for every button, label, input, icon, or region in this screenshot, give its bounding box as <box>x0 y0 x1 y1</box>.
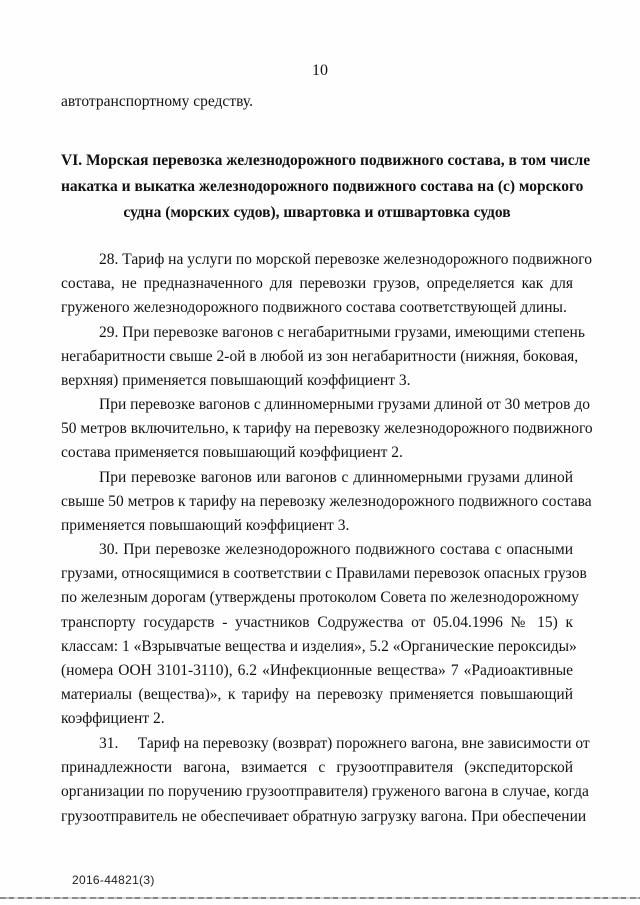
paragraph-29 <box>61 321 585 394</box>
text-line: грузоотправитель не обеспечивает обратную загрузку вагона. При обеспечении <box>61 807 587 825</box>
text-line: 31. Тариф на перевозку (возврат) порожнего вагона, вне зависимости от <box>99 735 590 752</box>
paragraph-long-cargo-over-50 <box>61 466 592 539</box>
text-line: состава, не предназначенного для перевозки грузов, определяется как для <box>61 275 573 293</box>
paragraph-long-cargo-30-50 <box>61 393 593 466</box>
text-line: принадлежности вагона, взимается с грузоотправителя (экспедиторской <box>61 759 573 777</box>
text-line: по железным дорогам (утверждены протоколом Совета по железнодорожному <box>61 589 579 607</box>
heading-line: судна (морских судов), швартовка и отшвартовка судов <box>123 204 511 221</box>
text-line: 30. При перевозке железнодорожного подвижного состава с опасными <box>99 541 573 558</box>
text-line: При перевозке вагонов или вагонов с длинномерными грузами длиной <box>99 469 573 486</box>
document-footer-code: 2016-44821(3) <box>72 873 155 887</box>
text-line: состава применяется повышающий коэффициент 2. <box>61 444 403 462</box>
text-line: 28. Тариф на услуги по морской перевозке железнодорожного подвижного <box>99 251 593 268</box>
text-line: грузами, относящимися в соответствии с Правилами перевозок опасных грузов <box>61 565 587 583</box>
text-line: груженого железнодорожного подвижного состава соответствующей длины. <box>61 299 567 317</box>
text-line: свыше 50 метров к тарифу на перевозку железнодорожного подвижного состава <box>61 493 592 511</box>
text-line: (номера ООН 3101-3110), 6.2 «Инфекционные вещества» 7 «Радиоактивные <box>61 662 573 680</box>
paragraph-31 <box>61 732 590 829</box>
text-line: организации по поручению грузоотправителя) груженого вагона в случае, когда <box>61 783 589 801</box>
page-number: 10 <box>312 62 328 79</box>
text-line: применяется повышающий коэффициент 3. <box>61 517 350 535</box>
text-line: негабаритности свыше 2-ой в любой из зон негабаритности (нижняя, боковая, <box>61 348 579 366</box>
text-line: коэффициент 2. <box>61 710 165 728</box>
carryover-text <box>61 90 573 114</box>
paragraph-30 <box>61 538 587 732</box>
text-line: При перевозке вагонов с длинномерными грузами длиной от 30 метров до <box>99 396 591 413</box>
text-line: транспорту государств - участников Содружества от 05.04.1996 № 15) к <box>61 613 573 631</box>
text-line: материалы (вещества)», к тарифу на перевозку применяется повышающий <box>61 686 573 704</box>
text-line: 29. При перевозке вагонов с негабаритными грузами, имеющими степень <box>99 324 585 341</box>
text-line: верхняя) применяется повышающий коэффициент 3. <box>61 372 411 390</box>
section-heading <box>61 148 591 226</box>
heading-line: VI. Морская перевозка железнодорожного подвижного состава, в том числе <box>61 152 591 169</box>
text-line: 50 метров включительно, к тарифу на перевозку железнодорожного подвижного <box>61 420 593 438</box>
heading-line: накатка и выкатка железнодорожного подвижного состава на (с) морского <box>61 178 584 195</box>
text-line: классам: 1 «Взрывчатые вещества и изделия», 5.2 «Органические пероксиды» <box>61 637 577 655</box>
paragraph-28 <box>61 248 593 321</box>
scan-edge-divider <box>0 897 640 899</box>
text-line: автотранспортному средству. <box>61 93 253 110</box>
